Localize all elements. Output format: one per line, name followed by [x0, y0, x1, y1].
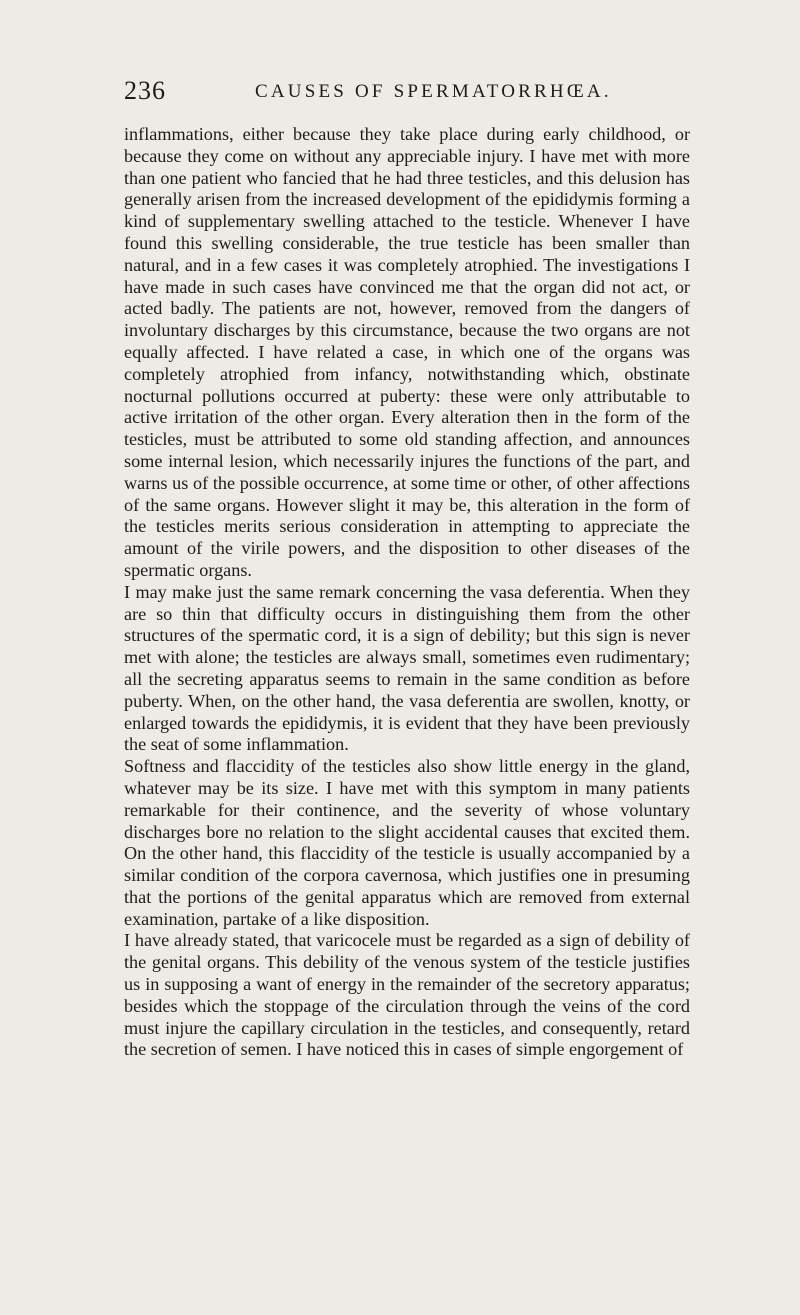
paragraph-3: Softness and flaccidity of the testicles also show little energy in the gland, whatever may be its size. I have met with this symptom in many patients remarkable for their continence, and the severity of whose voluntary discharges bore no relation to the slight accidental causes that excited them. On the other hand, this flaccidity of the testicle is usually accompanied by a similar condition of the corpora cavernosa, which justifies one in presuming that the portions of the genital apparatus which are removed from external examination, partake of a like disposition. [124, 756, 690, 929]
paragraph-4: I have already stated, that varicocele must be regarded as a sign of debility of the genital organs. This debility of the venous system of the testicle justifies us in supposing a want of energy in the remainder of the secretory apparatus; besides which the stoppage of the circulation through the veins of the cord must injure the capillary circulation in the testicles, and consequently, retard the secretion of semen. I have noticed this in cases of simple engorgement of [124, 930, 690, 1060]
running-head [124, 76, 684, 106]
body-text [124, 124, 690, 1061]
paragraph-1: inflammations, either because they take place during early childhood, or because they come on without any appreciable injury. I have met with more than one patient who fancied that he had three testicles, and this delusion has generally arisen from the increased development of the epididymis forming a kind of supplementary swelling attached to the testicle. Whenever I have found this swelling considerable, the true testicle has been smaller than natural, and in a few cases it was completely atrophied. The investigations I have made in such cases have convinced me that the organ did not act, or acted badly. The patients are not, however, removed from the dangers of involuntary discharges by this circumstance, because the two organs are not equally affected. I have related a case, in which one of the organs was completely atrophied from infancy, notwithstanding which, obstinate nocturnal pollutions occurred at puberty: these were only attributable to active irritation of the other organ. Every alteration then in the form of the testicles, must be attributed to some old standing affection, and announces some internal lesion, which necessarily injures the functions of the part, and warns us of the possible occurrence, at some time or other, of other affections of the same organs. However slight it may be, this alteration in the form of the testicles merits serious consideration in attempting to appreciate the amount of the virile powers, and the disposition to other diseases of the spermatic organs. [124, 124, 690, 580]
paragraph-2: I may make just the same remark concerning the vasa deferentia. When they are so thin that difficulty occurs in distinguishing them from the other structures of the spermatic cord, it is a sign of debility; but this sign is never met with alone; the testicles are always small, sometimes even rudimentary; all the secreting apparatus seems to remain in the same condition as before puberty. When, on the other hand, the vasa deferentia are swollen, knotty, or enlarged towards the epididymis, it is evident that they have been previously the seat of some inflammation. [124, 581, 690, 755]
running-title: CAUSES OF SPERMATORRHŒA. [255, 81, 612, 102]
page-number: 236 [124, 76, 166, 105]
